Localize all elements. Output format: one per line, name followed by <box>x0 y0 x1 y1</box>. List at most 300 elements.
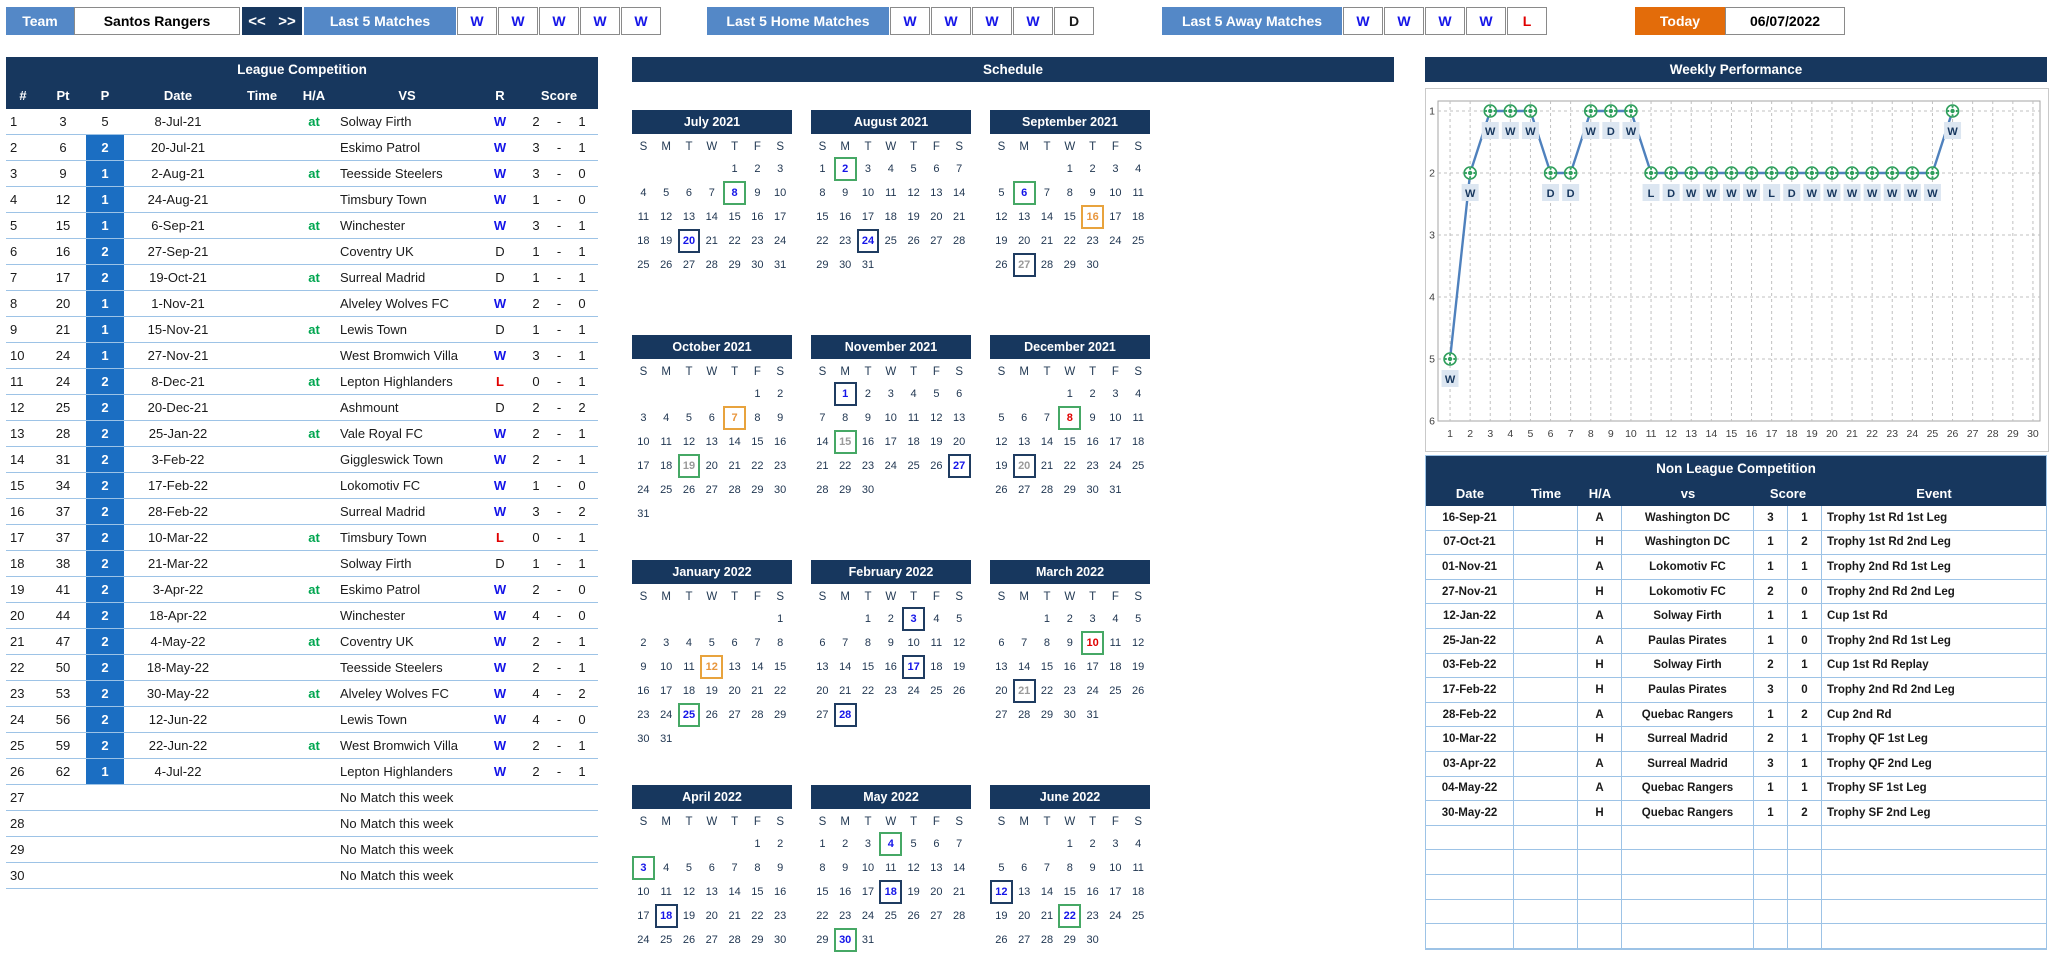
calendar-day: 24 <box>861 910 875 922</box>
opponent: West Bromwich Villa <box>340 738 458 753</box>
calendar-day: 15 <box>1040 661 1054 673</box>
match-time <box>232 811 292 836</box>
nl-ha: H <box>1578 654 1622 679</box>
nl-date: 10-Mar-22 <box>1426 727 1514 752</box>
calendar-blank <box>746 607 769 631</box>
match-time <box>232 655 292 680</box>
calendar-day: 22 <box>839 460 852 472</box>
calendar-blank <box>678 157 701 181</box>
calendar-day-match: 20 <box>678 229 701 253</box>
marker-dot <box>1791 168 1793 170</box>
score-for <box>522 811 550 836</box>
points <box>40 837 86 862</box>
marker-dot <box>1786 172 1788 174</box>
match-date: 8-Jul-21 <box>154 114 202 129</box>
calendar-day: 6 <box>819 637 826 649</box>
home-away-flag: at <box>308 322 320 337</box>
marker-dot <box>1827 172 1829 174</box>
points <box>40 863 86 888</box>
nl-score-against <box>1788 850 1822 875</box>
position: 2 <box>86 447 124 472</box>
marker-dot <box>1851 168 1853 170</box>
marker-dot <box>1646 172 1648 174</box>
match-number: 23 <box>10 686 25 701</box>
result: D <box>495 244 505 259</box>
nl-date <box>1426 900 1514 925</box>
league-row <box>6 733 598 759</box>
opponent: Timsbury Town <box>340 192 427 207</box>
result-box: W <box>931 7 971 35</box>
calendar-day: 6 <box>956 388 963 400</box>
home-away-flag <box>292 395 336 420</box>
match-date: 20-Dec-21 <box>147 400 209 415</box>
ncol-time: Time <box>1530 486 1562 501</box>
calendar-day: 22 <box>1040 685 1054 697</box>
calendar-day: 7 <box>842 637 849 649</box>
calendar-day-match: 19 <box>678 454 701 478</box>
weekday-label: T <box>910 815 918 828</box>
home-away-flag <box>292 291 336 316</box>
nl-time <box>1514 752 1578 777</box>
calendar-day: 19 <box>995 235 1008 247</box>
calendar-blank <box>632 832 655 856</box>
result: L <box>496 374 504 389</box>
calendar-blank <box>655 157 678 181</box>
weekday-label: S <box>818 140 827 153</box>
data-point-center <box>1649 171 1653 175</box>
nl-score-for: 1 <box>1754 531 1788 556</box>
score-against: 1 <box>578 764 586 779</box>
prev-team-button[interactable]: << <box>242 7 272 35</box>
nl-ha: H <box>1578 531 1622 556</box>
calendar-day: 11 <box>907 412 920 424</box>
nl-ha: A <box>1578 752 1622 777</box>
weekday-label: F <box>932 140 940 153</box>
league-row <box>6 837 598 863</box>
home-away-flag <box>292 239 336 264</box>
calendar-day: 17 <box>1109 211 1122 223</box>
calendar-day: 23 <box>839 235 852 247</box>
calendar-day: 4 <box>1135 388 1142 400</box>
calendar-day-match: 30 <box>834 928 857 952</box>
marker-dot <box>1630 114 1632 116</box>
result <box>478 811 522 836</box>
calendar-day: 1 <box>731 163 738 175</box>
calendar-day: 31 <box>1086 709 1099 721</box>
marker-dot <box>1895 172 1897 174</box>
non-league-empty-row <box>1426 875 2046 900</box>
score-dash <box>550 837 568 862</box>
score-against: 1 <box>578 738 586 753</box>
weekday-label: W <box>885 365 897 378</box>
calendar-day: 4 <box>887 163 894 175</box>
score-for: 2 <box>532 660 540 675</box>
calendar-day: 11 <box>660 886 672 898</box>
weekday-label: W <box>885 590 897 603</box>
marker-dot <box>1525 110 1527 112</box>
calendar-day: 28 <box>953 235 966 247</box>
calendar-day: 15 <box>861 661 875 673</box>
calendar-day: 29 <box>839 484 852 496</box>
calendar-day: 21 <box>816 460 829 472</box>
calendar-day: 17 <box>637 460 650 472</box>
marker-dot <box>1775 172 1777 174</box>
weekday-label: S <box>997 140 1006 153</box>
league-row <box>6 317 598 343</box>
marker-dot <box>1529 114 1531 116</box>
marker-dot <box>1726 172 1728 174</box>
calendar-day: 14 <box>1040 211 1054 223</box>
match-date: 4-Jul-22 <box>154 764 202 779</box>
svg-text:6: 6 <box>1547 428 1554 440</box>
home-away-flag: at <box>308 218 320 233</box>
svg-text:W: W <box>1625 126 1637 138</box>
league-row <box>6 369 598 395</box>
calendar-day: 9 <box>864 412 872 424</box>
match-time <box>232 317 292 342</box>
calendar-days <box>632 136 792 277</box>
calendar-day: 16 <box>1086 886 1099 898</box>
calendar-day: 21 <box>728 910 741 922</box>
marker-dot <box>1951 114 1953 116</box>
svg-text:16: 16 <box>1745 428 1758 440</box>
opponent: Lokomotiv FC <box>340 478 421 493</box>
calendar-day: 26 <box>660 259 673 271</box>
weekday-label: F <box>753 590 761 603</box>
calendar-day: 13 <box>1018 211 1031 223</box>
marker-dot <box>1710 176 1712 178</box>
svg-text:5: 5 <box>1429 353 1435 366</box>
calendar-day: 14 <box>953 862 966 874</box>
league-row <box>6 759 598 785</box>
marker-dot <box>1570 168 1572 170</box>
match-time <box>232 629 292 654</box>
calendar-day: 9 <box>777 862 784 874</box>
calendar-day: 30 <box>1086 484 1099 496</box>
weekday-label: M <box>1019 590 1029 603</box>
data-point-center <box>1930 171 1934 175</box>
home-away-flag <box>292 343 336 368</box>
svg-text:25: 25 <box>1926 428 1939 440</box>
marker-dot <box>1746 172 1748 174</box>
match-time <box>232 499 292 524</box>
nl-ha <box>1578 850 1622 875</box>
opponent: Timsbury Town <box>340 530 427 545</box>
calendar-day: 15 <box>774 661 787 673</box>
svg-text:W: W <box>1746 188 1757 200</box>
result: W <box>493 348 507 363</box>
home-away-flag <box>292 473 336 498</box>
nl-date <box>1426 850 1514 875</box>
opponent: Lepton Highlanders <box>340 374 453 389</box>
calendar-day: 11 <box>660 436 672 448</box>
opponent: Surreal Madrid <box>340 270 426 285</box>
score-dash: - <box>556 738 562 753</box>
calendar-day: 19 <box>995 460 1008 472</box>
calendar-day: 17 <box>1086 661 1099 673</box>
calendar-day: 29 <box>816 259 829 271</box>
calendar-day: 31 <box>861 934 875 946</box>
result: W <box>493 712 507 727</box>
position: 2 <box>86 525 124 550</box>
calendar-day: 13 <box>728 661 741 673</box>
ncol-date: Date <box>1455 486 1485 501</box>
weekday-label: F <box>753 815 761 828</box>
svg-text:4: 4 <box>1507 428 1514 440</box>
svg-text:27: 27 <box>1966 428 1979 440</box>
match-date <box>124 785 232 810</box>
nl-time <box>1514 850 1578 875</box>
calendar-day: 2 <box>1066 613 1073 625</box>
svg-text:W: W <box>1806 188 1818 200</box>
weekday-label: T <box>864 815 872 828</box>
calendar-month-title: March 2022 <box>990 560 1150 584</box>
weekday-label: S <box>776 365 785 378</box>
calendar-day: 4 <box>1112 613 1119 625</box>
calendar-day: 12 <box>660 211 673 223</box>
marker-dot <box>1694 172 1696 174</box>
points: 25 <box>55 400 71 415</box>
nl-score-for: 1 <box>1754 777 1788 802</box>
marker-dot <box>1610 106 1612 108</box>
calendar-month <box>811 560 971 727</box>
home-away-flag <box>292 551 336 576</box>
calendar-day: 30 <box>1086 259 1099 271</box>
match-date: 2-Aug-21 <box>151 166 205 181</box>
calendar-day: 15 <box>751 886 764 898</box>
calendar-day: 5 <box>998 187 1005 199</box>
calendar-day: 11 <box>683 661 695 673</box>
marker-dot <box>1911 168 1913 170</box>
calendar-day: 19 <box>995 910 1008 922</box>
score-for: 1 <box>532 478 540 493</box>
calendar-day: 4 <box>685 637 693 649</box>
match-number: 22 <box>10 660 25 675</box>
nl-opponent <box>1622 924 1754 949</box>
score-for: 2 <box>532 426 540 441</box>
points: 17 <box>55 270 71 285</box>
calendar-day: 9 <box>887 637 894 649</box>
calendar-days <box>990 136 1150 277</box>
calendar-day: 2 <box>1089 838 1096 850</box>
nl-opponent: Quebac Rangers <box>1622 777 1754 802</box>
calendar-day: 17 <box>884 436 897 448</box>
weekday-label: M <box>1019 365 1029 378</box>
match-number: 30 <box>10 868 25 883</box>
marker-dot <box>1449 354 1451 356</box>
calendar-day: 26 <box>995 934 1008 946</box>
position: 2 <box>86 395 124 420</box>
svg-text:W: W <box>1505 126 1516 138</box>
calendar-day-match: 15 <box>834 430 857 454</box>
calendar-day: 5 <box>998 862 1005 874</box>
calendar-day: 9 <box>1089 187 1096 199</box>
score-dash: - <box>556 400 562 415</box>
marker-dot <box>1956 110 1958 112</box>
svg-text:3: 3 <box>1487 428 1494 440</box>
nl-ha: A <box>1578 555 1622 580</box>
calendar-day: 9 <box>842 862 849 874</box>
marker-dot <box>1887 172 1889 174</box>
calendar-day: 13 <box>705 436 718 448</box>
league-title: League Competition <box>6 57 598 82</box>
nl-time <box>1514 506 1578 531</box>
calendar-day-match: 8 <box>1058 406 1081 430</box>
marker-dot <box>1650 168 1652 170</box>
svg-text:4: 4 <box>1429 291 1435 304</box>
marker-dot <box>1871 168 1873 170</box>
points: 24 <box>55 374 71 389</box>
ncol-ha: H/A <box>1588 486 1612 501</box>
weekday-label: W <box>1064 140 1076 153</box>
calendar-day: 14 <box>1040 436 1054 448</box>
match-time <box>232 109 292 134</box>
calendar-day: 3 <box>1112 838 1119 850</box>
calendar-month <box>990 785 1150 952</box>
calendar-blank <box>678 382 701 406</box>
weekday-label: M <box>840 590 850 603</box>
calendar-day: 2 <box>754 163 761 175</box>
match-number: 20 <box>10 608 25 623</box>
calendar-day: 3 <box>640 412 647 424</box>
non-league-empty-row <box>1426 924 2046 949</box>
data-point-center <box>1468 171 1472 175</box>
last5-away-label: Last 5 Away Matches <box>1162 7 1342 35</box>
nl-score-for: 1 <box>1754 801 1788 826</box>
nl-date: 16-Sep-21 <box>1426 506 1514 531</box>
match-time <box>232 837 292 862</box>
weekday-label: W <box>885 815 897 828</box>
score-for: 2 <box>532 114 540 129</box>
calendar-day-match: 27 <box>948 454 971 478</box>
nl-score-against <box>1788 875 1822 900</box>
marker-dot <box>1606 110 1608 112</box>
score-dash <box>550 863 568 888</box>
calendar-day: 1 <box>1066 388 1073 400</box>
score-for <box>522 863 550 888</box>
calendar-day: 12 <box>995 436 1008 448</box>
non-league-row <box>1426 629 2046 654</box>
team-name-cell[interactable]: Santos Rangers <box>74 7 240 35</box>
non-league-row <box>1426 531 2046 556</box>
nl-event: Trophy 1st Rd 2nd Leg <box>1822 531 2046 556</box>
next-team-button[interactable]: >> <box>272 7 302 35</box>
home-away-flag <box>292 135 336 160</box>
calendar-blank <box>700 607 723 631</box>
calendar-day: 21 <box>953 886 966 898</box>
weekday-label: T <box>685 365 693 378</box>
nl-time <box>1514 703 1578 728</box>
col-r: R <box>495 88 505 103</box>
calendar-day: 16 <box>884 661 897 673</box>
calendar-day: 4 <box>663 412 670 424</box>
weekday-label: F <box>1111 140 1119 153</box>
score-for <box>522 785 550 810</box>
league-row <box>6 577 598 603</box>
result-box: W <box>1384 7 1424 35</box>
calendar-day: 8 <box>777 637 784 649</box>
weekday-label: S <box>955 365 964 378</box>
result: W <box>493 660 507 675</box>
marker-dot <box>1835 172 1837 174</box>
result: W <box>493 686 507 701</box>
calendar-day: 2 <box>640 637 647 649</box>
svg-text:24: 24 <box>1906 428 1919 440</box>
calendar-day: 21 <box>705 235 718 247</box>
today-button[interactable]: Today <box>1635 7 1725 35</box>
score-dash: - <box>556 582 562 597</box>
no-match-note: No Match this week <box>340 816 454 831</box>
score-for: 1 <box>532 244 540 259</box>
calendar-day: 1 <box>754 838 761 850</box>
opponent: Lepton Highlanders <box>340 764 453 779</box>
calendar-blank <box>678 607 701 631</box>
nl-ha: A <box>1578 629 1622 654</box>
calendar-month-title: October 2021 <box>632 335 792 359</box>
weekday-label: F <box>753 140 761 153</box>
position <box>86 863 124 888</box>
non-league-rows <box>1426 506 2046 949</box>
calendar-day: 13 <box>816 661 829 673</box>
calendar-day: 21 <box>728 460 741 472</box>
match-time <box>232 291 292 316</box>
points: 59 <box>55 738 71 753</box>
weekday-label: S <box>955 590 964 603</box>
svg-text:W: W <box>1444 374 1456 386</box>
score-for: 4 <box>532 608 540 623</box>
today-date-cell[interactable]: 06/07/2022 <box>1725 7 1845 35</box>
match-number: 12 <box>10 400 25 415</box>
score-against: 0 <box>578 608 586 623</box>
data-point-center <box>1769 171 1773 175</box>
match-number: 10 <box>10 348 25 363</box>
calendar-day: 30 <box>839 259 852 271</box>
weekday-label: T <box>1089 140 1097 153</box>
calendar-day: 7 <box>956 838 963 850</box>
match-time <box>232 265 292 290</box>
calendar-day: 25 <box>660 934 673 946</box>
marker-dot <box>1674 172 1676 174</box>
weekday-label: S <box>1134 590 1143 603</box>
nl-time <box>1514 924 1578 949</box>
home-away-flag <box>292 655 336 680</box>
calendar-day: 9 <box>1066 637 1073 649</box>
calendar-day: 19 <box>907 211 920 223</box>
match-time <box>232 603 292 628</box>
score-against: 1 <box>578 634 586 649</box>
weekday-label: T <box>864 365 872 378</box>
points: 9 <box>59 166 67 181</box>
calendar-day-match: 16 <box>1081 205 1104 229</box>
match-number: 9 <box>10 322 18 337</box>
match-date: 6-Sep-21 <box>151 218 205 233</box>
position: 5 <box>101 114 109 129</box>
weekday-label: M <box>661 140 671 153</box>
score-against: 1 <box>578 140 586 155</box>
weekday-label: S <box>955 815 964 828</box>
score-dash: - <box>556 296 562 311</box>
match-time <box>232 681 292 706</box>
marker-dot <box>1529 106 1531 108</box>
nl-event: Trophy 2nd Rd 2nd Leg <box>1822 678 2046 703</box>
points: 3 <box>59 114 67 129</box>
weekday-label: S <box>639 140 648 153</box>
marker-dot <box>1766 172 1768 174</box>
calendar-day: 12 <box>953 637 966 649</box>
weekly-performance-chart <box>1425 88 2049 452</box>
match-date: 28-Feb-22 <box>148 504 208 519</box>
score-dash: - <box>556 764 562 779</box>
